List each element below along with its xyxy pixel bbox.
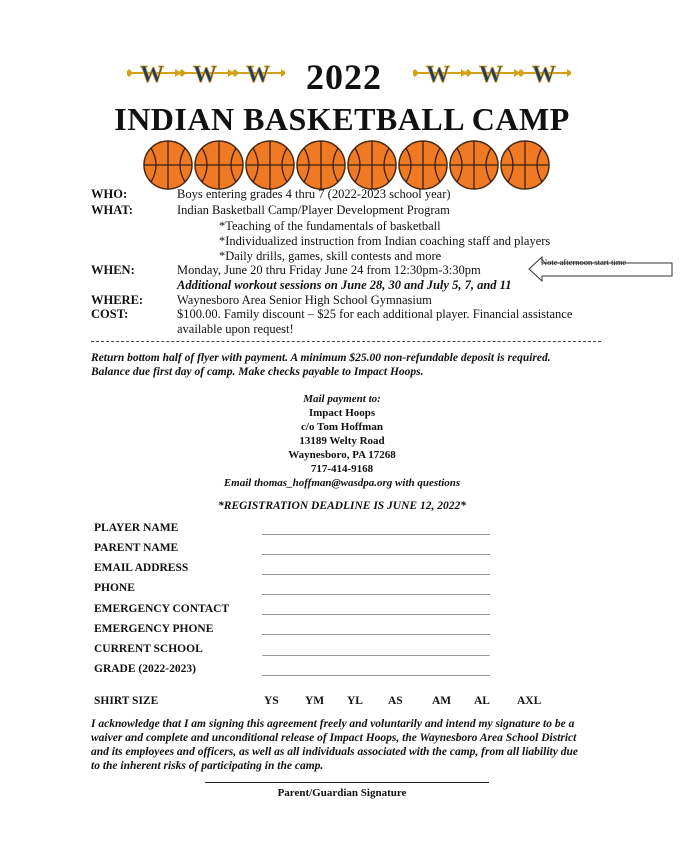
phone-field[interactable] (262, 594, 490, 595)
field-label: GRADE (2022-2023) (94, 663, 196, 675)
waiver-text: waiver and complete and unconditional release of Impact Hoops, the Waynesboro Area School District (91, 732, 577, 744)
emergency-contact-field[interactable] (262, 614, 490, 615)
who-value: Boys entering grades 4 thru 7 (2022-2023 school year) (177, 187, 451, 201)
return-note: Return bottom half of flyer with payment. A minimum $25.00 non-refundable deposit is required. (91, 352, 551, 364)
mail-phone: 717-414-9168 (310, 463, 374, 475)
svg-text:W: W (140, 62, 164, 86)
cost-value-cont: available upon request! (177, 322, 294, 336)
field-label: EMERGENCY PHONE (94, 623, 214, 635)
when-label: WHEN: (91, 263, 135, 277)
current-school-field[interactable] (262, 655, 490, 656)
cost-value: $100.00. Family discount – $25 for each additional player. Financial assistance (177, 307, 573, 321)
w-arrow-logo-icon (413, 60, 571, 86)
what-bullet: *Daily drills, games, skill contests and more (219, 249, 442, 263)
mail-city: Waynesboro, PA 17268 (288, 449, 396, 461)
signature-label: Parent/Guardian Signature (277, 787, 407, 799)
when-value: Monday, June 20 thru Friday June 24 from 12:30pm-3:30pm (177, 263, 481, 277)
waiver-text: and its employees and officers, as well as all individuals associated with the camp, from all liability due (91, 746, 578, 758)
logo-row-right (413, 60, 571, 91)
grade-field[interactable] (262, 675, 490, 676)
shirt-size-option[interactable]: YM (305, 695, 325, 707)
registration-deadline: *REGISTRATION DEADLINE IS JUNE 12, 2022* (218, 500, 466, 512)
page-title: INDIAN BASKETBALL CAMP (114, 101, 570, 137)
camp-year: 2022 (306, 57, 382, 97)
email-field[interactable] (262, 574, 490, 575)
shirt-size-option[interactable]: YS (264, 695, 279, 707)
w-arrow-logo-icon (127, 60, 285, 86)
shirt-size-option[interactable]: AXL (517, 695, 542, 707)
player-name-field[interactable] (262, 534, 490, 535)
waiver-text: I acknowledge that I am signing this agreement freely and voluntarily and intend my signature to be a (91, 718, 575, 730)
mail-street: 13189 Welty Road (299, 435, 385, 447)
parent-name-field[interactable] (262, 554, 490, 555)
field-label: CURRENT SCHOOL (94, 643, 203, 655)
waiver-text: to the inherent risks of participating in the camp. (91, 760, 324, 772)
signature-field[interactable] (205, 782, 489, 783)
field-label: PLAYER NAME (94, 522, 179, 534)
shirt-size-option[interactable]: AM (432, 695, 452, 707)
basketball-icon (143, 140, 555, 190)
callout-text: Note afternoon start time (541, 257, 627, 267)
when-extra: Additional workout sessions on June 28, 30 and July 5, 7, and 11 (177, 278, 512, 292)
where-label: WHERE: (91, 293, 144, 307)
shirt-size-option[interactable]: AS (388, 695, 403, 707)
mail-name: Impact Hoops (308, 407, 376, 419)
field-label: PARENT NAME (94, 542, 179, 554)
what-bullet: *Individualized instruction from Indian coaching staff and players (219, 234, 551, 248)
mail-heading: Mail payment to: (303, 393, 381, 405)
field-label: PHONE (94, 582, 135, 594)
what-value: Indian Basketball Camp/Player Development Program (177, 203, 450, 217)
mail-email: Email thomas_hoffman@wasdpa.org with questions (223, 477, 461, 489)
emergency-phone-field[interactable] (262, 634, 490, 635)
what-label: WHAT: (91, 203, 133, 217)
cost-label: COST: (91, 307, 129, 321)
where-value: Waynesboro Area Senior High School Gymnasium (177, 293, 432, 307)
who-label: WHO: (91, 187, 128, 201)
shirt-size-option[interactable]: YL (347, 695, 363, 707)
what-bullet: *Teaching of the fundamentals of basketball (219, 219, 441, 233)
field-label: EMERGENCY CONTACT (94, 603, 230, 615)
logo-row-left (127, 60, 285, 91)
return-note-cont: Balance due first day of camp. Make checks payable to Impact Hoops. (91, 366, 424, 378)
shirt-size-label: SHIRT SIZE (94, 695, 159, 707)
cut-line (91, 341, 601, 342)
field-label: EMAIL ADDRESS (94, 562, 189, 574)
shirt-size-option[interactable]: AL (474, 695, 490, 707)
mail-co: c/o Tom Hoffman (301, 421, 383, 433)
